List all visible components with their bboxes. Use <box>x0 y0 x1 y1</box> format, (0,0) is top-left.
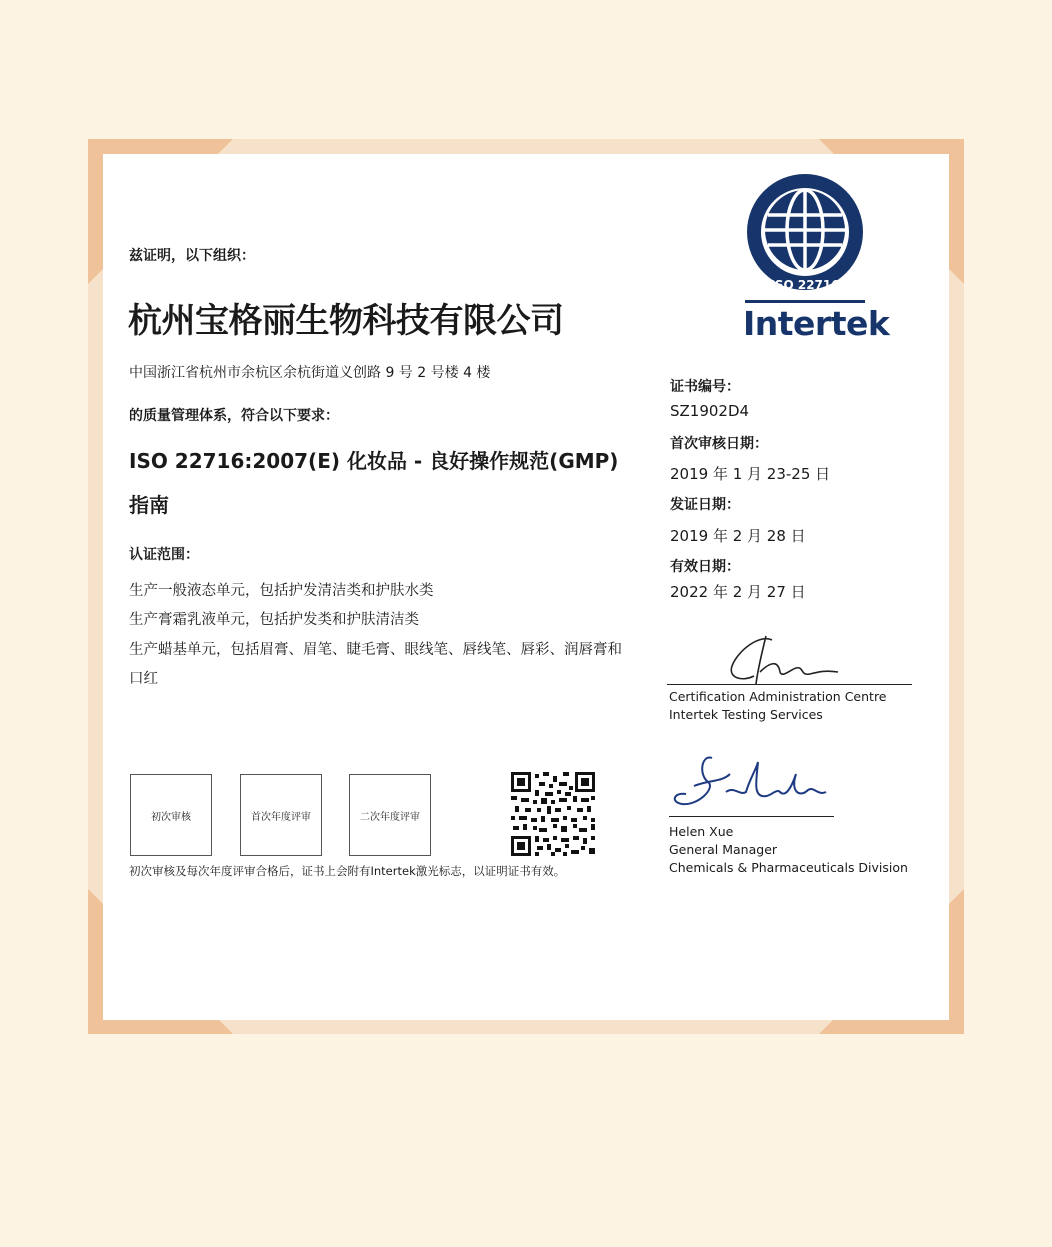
signature-2 <box>668 752 838 818</box>
qr-code-icon <box>511 772 595 856</box>
seal-text: ISO 22716 <box>770 278 840 292</box>
valid-date-value: 2022 年 2 月 27 日 <box>670 583 806 601</box>
requirement-intro: 的质量管理体系，符合以下要求： <box>129 408 339 424</box>
intro-text: 兹证明，以下组织： <box>129 248 255 264</box>
standard-title-line2: 指南 <box>129 493 169 517</box>
stamp-box-label: 首次年度评审 <box>251 811 311 823</box>
iso-22716-seal-logo <box>740 170 870 295</box>
signature-1-org: Certification Administration Centre <box>669 689 887 704</box>
issue-date-value: 2019 年 2 月 28 日 <box>670 527 806 545</box>
signature-2-line <box>669 816 834 817</box>
stamp-box-label: 二次年度评审 <box>360 811 420 823</box>
scope-line: 口红 <box>129 671 158 687</box>
signatory-division: Chemicals & Pharmaceuticals Division <box>669 860 908 875</box>
logo-divider <box>745 300 865 303</box>
stamp-note: 初次审核及每次年度评审合格后，证书上会附有Intertek激光标志，以证明证书有效。 <box>129 864 566 878</box>
stamp-box-first-annual <box>240 774 322 856</box>
cert-number-value: SZ1902D4 <box>670 402 750 420</box>
signature-1 <box>720 632 850 688</box>
signatory-title: General Manager <box>669 842 778 857</box>
stamp-box-second-annual <box>349 774 431 856</box>
stamp-box-initial-audit <box>130 774 212 856</box>
issue-date-label: 发证日期： <box>670 497 740 513</box>
first-audit-label: 首次审核日期： <box>670 436 768 452</box>
first-audit-value: 2019 年 1 月 23-25 日 <box>670 465 831 483</box>
standard-title-line1: ISO 22716:2007(E) 化妆品 - 良好操作规范(GMP) <box>129 449 619 473</box>
valid-date-label: 有效日期： <box>670 559 740 575</box>
cert-number-label: 证书编号： <box>670 379 740 395</box>
scope-line: 生产膏霜乳液单元，包括护发类和护肤清洁类 <box>129 612 419 628</box>
company-address: 中国浙江省杭州市余杭区余杭街道义创路 9 号 2 号楼 4 楼 <box>129 365 491 381</box>
stamp-box-label: 初次审核 <box>151 811 191 823</box>
signatory-name: Helen Xue <box>669 824 734 839</box>
signature-1-line <box>667 684 912 685</box>
intertek-brand: Intertek <box>743 304 890 343</box>
scope-line: 生产蜡基单元，包括眉膏、眉笔、睫毛膏、眼线笔、唇线笔、唇彩、润唇膏和 <box>129 642 622 658</box>
scope-line: 生产一般液态单元，包括护发清洁类和护肤水类 <box>129 583 434 599</box>
scope-label: 认证范围： <box>129 547 199 563</box>
signature-1-company: Intertek Testing Services <box>669 707 823 722</box>
company-name: 杭州宝格丽生物科技有限公司 <box>128 301 564 341</box>
